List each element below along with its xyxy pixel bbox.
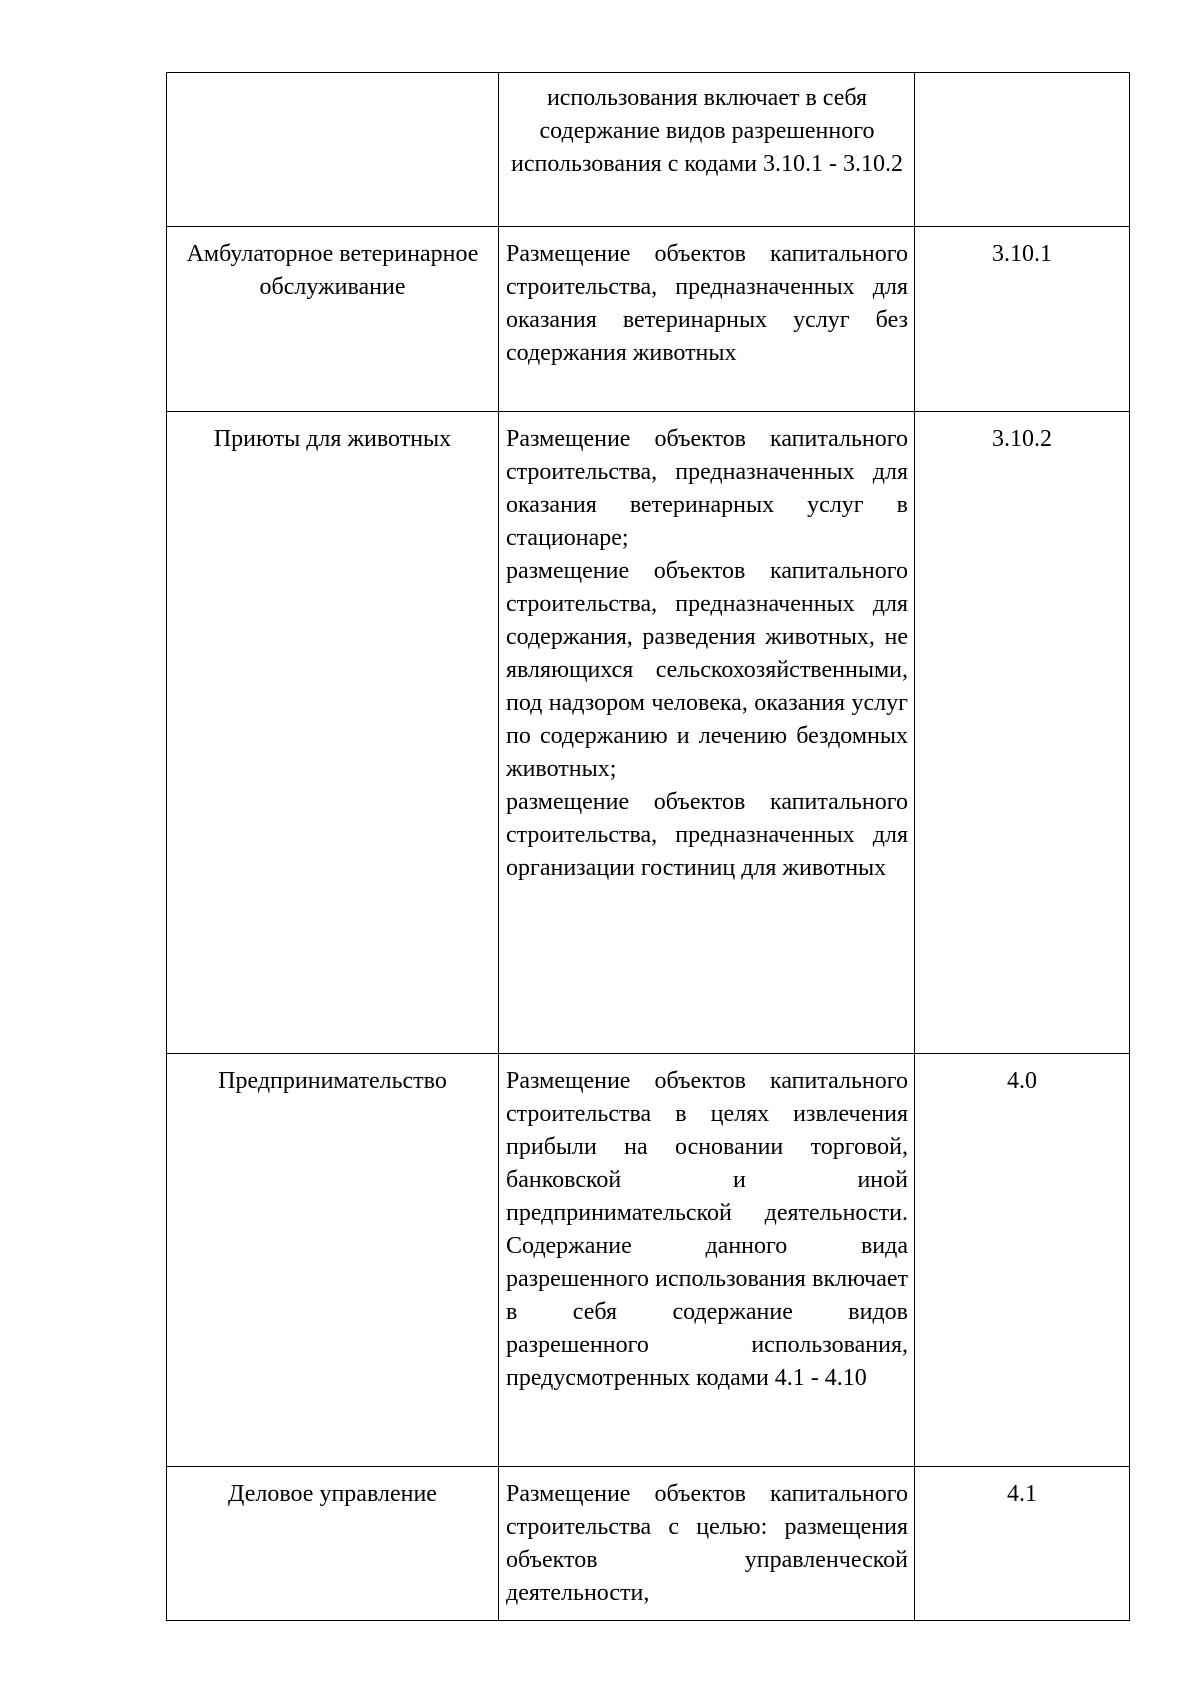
table-row [167,412,1130,1054]
table-row [167,1467,1130,1621]
use-name-cell [167,73,499,227]
use-code-cell: 4.0 [915,1054,1130,1467]
use-description-cell [499,227,915,412]
use-code-cell: 3.10.1 [915,227,1130,412]
land-use-table [166,72,1130,1621]
use-name-cell: Амбулаторное ветеринарное обслуживание [167,227,499,412]
description-paragraph: использования включает в себя содержание видов разрешенного использования с кодами 3.10.1 - 3.10.2 [511,85,903,177]
use-description-cell [499,73,915,227]
description-paragraph: размещение объектов капитального строительства, предназначенных для содержания, разведения животных, не являющихся сельскохозяйственными, под надзором человека, оказания услуг по содержанию и лечению бездомных животных; [506,558,908,782]
table-row [167,73,1130,227]
use-code-cell [915,73,1130,227]
table-row [167,227,1130,412]
use-name-cell: Деловое управление [167,1467,499,1621]
use-name-cell: Предпринимательство [167,1054,499,1467]
use-description-cell [499,1467,915,1621]
use-code-cell: 3.10.2 [915,412,1130,1054]
description-paragraph: Размещение объектов капитального строительства в целях извлечения прибыли на основании торговой, банковской и иной предпринимательской деятельности. Содержание данного вида разрешенного использования включает в себя содержание видов разрешенного использования, предусмотренных кодами 4.1 - 4.10 [506,1068,908,1391]
description-paragraph: Размещение объектов капитального строительства, предназначенных для оказания ветеринарных услуг в стационаре; [506,426,908,551]
use-name-cell: Приюты для животных [167,412,499,1054]
use-description-cell [499,1054,915,1467]
description-paragraph: Размещение объектов капитального строительства с целью: размещения объектов управленческой деятельности, [506,1481,908,1606]
use-description-cell [499,412,915,1054]
description-paragraph: размещение объектов капитального строительства, предназначенных для организации гостиниц для животных [506,789,908,881]
table-row [167,1054,1130,1467]
description-paragraph: Размещение объектов капитального строительства, предназначенных для оказания ветеринарных услуг без содержания животных [506,241,908,366]
use-code-cell: 4.1 [915,1467,1130,1621]
